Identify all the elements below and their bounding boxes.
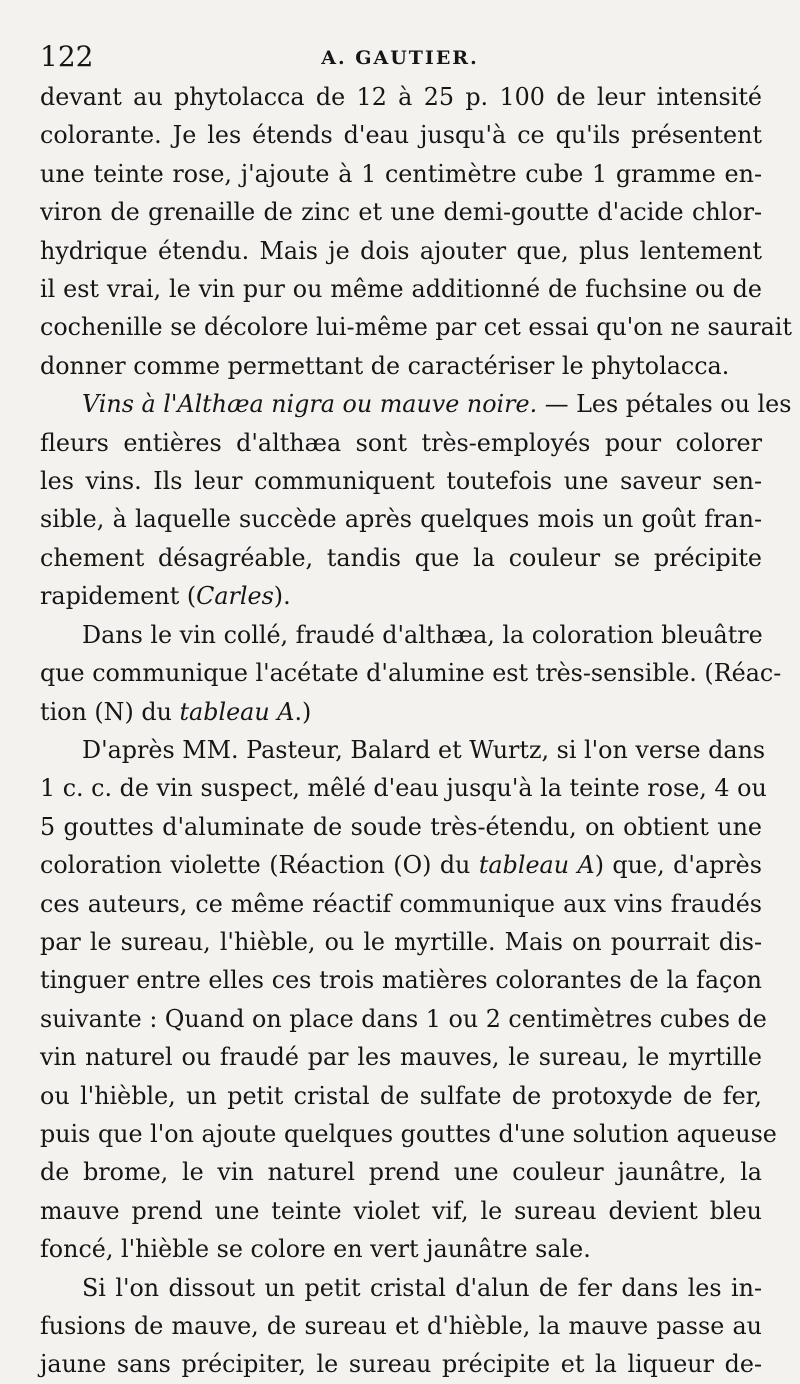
text-line: il est vrai, le vin pur ou même additionné de fuchsine ou de (40, 275, 762, 304)
section-heading-italic: Vins à l'Althæa nigra ou mauve noire. (82, 390, 538, 419)
text-line: suivante : Quand on place dans 1 ou 2 centimètres cubes de (40, 1004, 767, 1033)
text-line: hydrique étendu. Mais je dois ajouter que, plus lentement (40, 236, 762, 265)
section-heading-line (40, 385, 792, 423)
text-line: puis que l'on ajoute quelques gouttes d'une solution aqueuse (40, 1119, 777, 1148)
text-fragment: rapidement ( (40, 582, 197, 611)
page-number: 122 (40, 40, 94, 73)
text-line: une teinte rose, j'ajoute à 1 centimètre cube 1 gramme en- (40, 159, 762, 188)
text-line: colorante. Je les étends d'eau jusqu'à ce qu'ils présentent (40, 121, 762, 150)
text-line: sible, à laquelle succède après quelques mois un goût fran- (40, 505, 762, 534)
text-line: par le sureau, l'hièble, ou le myrtille. Mais on pourrait dis- (40, 927, 762, 956)
text-line: viron de grenaille de zinc et une demi-goutte d'acide chlor- (40, 198, 762, 227)
text-line: 5 gouttes d'aluminate de soude très-étendu, on obtient une (40, 812, 762, 841)
page-header (40, 40, 760, 74)
text-line: ou l'hièble, un petit cristal de sulfate de protoxyde de fer, (40, 1081, 762, 1110)
text-line: de brome, le vin naturel prend une couleur jaunâtre, la (40, 1158, 762, 1187)
text-line: que communique l'acétate d'alumine est très-sensible. (Réac- (40, 659, 782, 688)
text-line: foncé, l'hièble se colore en vert jaunâtre sale. (40, 1235, 591, 1264)
text-fragment: ). (273, 582, 291, 611)
text-line: mauve prend une teinte violet vif, le sureau devient bleu (40, 1196, 762, 1225)
text-line: les vins. Ils leur communiquent toutefois une saveur sen- (40, 467, 762, 496)
text-line: Si l'on dissout un petit cristal d'alun de fer dans les in- (82, 1273, 762, 1302)
text-line: fusions de mauve, de sureau et d'hièble, la mauve passe au (40, 1312, 762, 1340)
text-fragment: coloration violette (Réaction (O) du (40, 851, 479, 880)
tableau-italic: tableau A (478, 851, 595, 880)
text-line: D'après MM. Pasteur, Balard et Wurtz, si l'on verse dans (82, 735, 766, 764)
body-text (40, 78, 792, 1384)
text-line: fleurs entières d'althæa sont très-employés pour colorer (40, 428, 762, 457)
text-line (40, 693, 762, 731)
text-line: jaune sans précipiter, le sureau précipite et la liqueur de- (40, 1350, 762, 1379)
text-line: donner comme permettant de caractériser le phytolacca. (40, 351, 730, 380)
text-line: chement désagréable, tandis que la couleur se précipite (40, 543, 762, 572)
tableau-italic: tableau A (179, 697, 295, 726)
text-line: vin naturel ou fraudé par les mauves, le sureau, le myrtille (40, 1043, 762, 1072)
citation-italic: Carles (196, 582, 274, 611)
text-fragment: Les pétales ou les (576, 390, 792, 419)
text-line: ces auteurs, ce même réactif communique aux vins fraudés (40, 889, 762, 918)
running-head: A. GAUTIER. (321, 47, 479, 69)
text-line (40, 577, 762, 615)
text-line (40, 846, 762, 884)
text-fragment: .) (294, 697, 312, 726)
text-line: devant au phytolacca de 12 à 25 p. 100 de leur intensité (40, 83, 762, 111)
text-fragment: ) que, d'après (594, 851, 762, 880)
text-line: 1 c. c. de vin suspect, mêlé d'eau jusqu'à la teinte rose, 4 ou (40, 774, 767, 803)
text-line: cochenille se décolore lui-même par cet essai qu'on ne saurait (40, 313, 792, 342)
text-line: tinguer entre elles ces trois matières colorantes de la façon (40, 966, 762, 995)
text-line: Dans le vin collé, fraudé d'althæa, la coloration bleuâtre (82, 620, 763, 649)
text-fragment: tion (N) du (40, 697, 180, 726)
heading-dash: — (537, 390, 577, 419)
